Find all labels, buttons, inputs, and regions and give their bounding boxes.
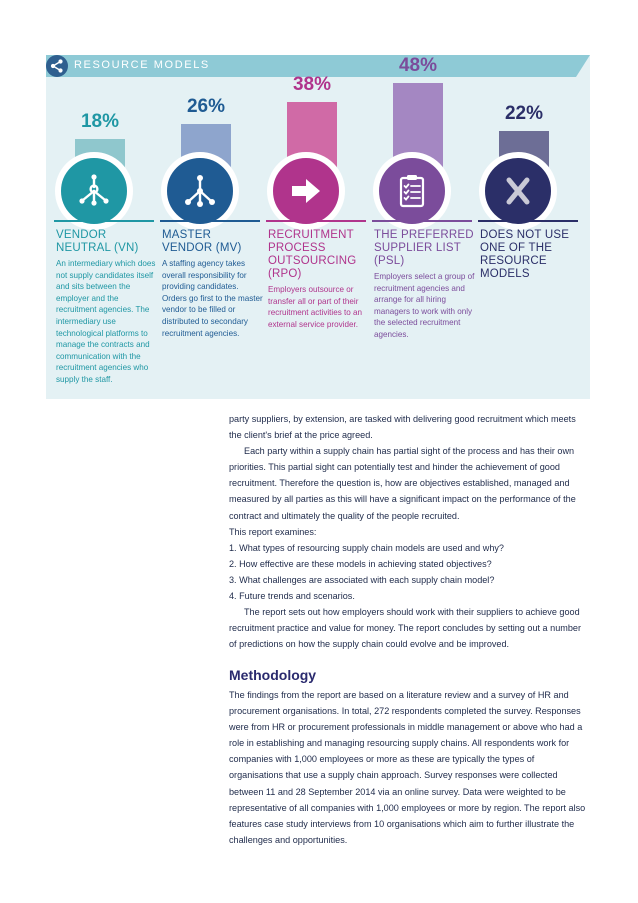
model-percent: 26% (186, 96, 226, 117)
model-icon-circle (55, 152, 133, 230)
intro-continuation: party suppliers, by extension, are tasked with delivering good recruitment which meets the client's brief at the price agreed. (229, 414, 576, 441)
intro-closing: The report sets out how employers should work with their suppliers to achieve good recruitment practice and value for money. The report concludes by setting out a number of predictions on how the supply chain could evolve and be improved. (229, 607, 581, 650)
resource-models-panel (46, 55, 590, 399)
methodology-text: The findings from the report are based on a literature review and a survey of HR and procurement organisations. In total, 272 respondents completed the survey. Responses were from HR or procurement professionals in middle management or above who had a role in establishing and managing resourcing supply chains. All respondents work for companies with 1,000 employees or more as these are typically the types of organisations that use a supply chain approach. Survey responses were collected between 11 and 28 September 2014 via an online survey. Data were weighted to be representative of all companies with 1,000 employees or more by region. The report also features case study interviews from 10 organisations which aim to further illustrate the challenges and opportunities. (229, 690, 586, 845)
model-icon-circle (373, 152, 451, 230)
network-hub-icon (74, 171, 114, 211)
model-label: THE PREFERRED SUPPLIER LIST (PSL) (374, 229, 474, 267)
model-rpo (262, 55, 362, 399)
list-item: 1. What types of resourcing supply chain models are used and why? (229, 542, 504, 553)
model-rule (54, 220, 154, 222)
clipboard-checklist-icon (392, 171, 432, 211)
methodology-section (229, 687, 589, 848)
model-rule (372, 220, 472, 222)
arrow-right-icon (286, 171, 326, 211)
intro-section (229, 411, 589, 652)
model-percent: 48% (398, 55, 438, 76)
cross-icon (498, 171, 538, 211)
model-label: VENDOR NEUTRAL (VN) (56, 229, 139, 254)
list-item: 3. What challenges are associated with each supply chain model? (229, 574, 495, 585)
methodology-heading: Methodology (229, 667, 317, 683)
model-vendor-neutral (50, 55, 156, 399)
intro-paragraph: Each party within a supply chain has partial sight of the process and has their own priorities. This partial sight can potentially test and hinder the achievement of good recruitment. Therefore the question is, how are objectives established, managed and measured by all parties as this will have a significant impact on the performance of the contract and ultimately the quality of the people recruited. (229, 446, 576, 521)
list-item: 4. Future trends and scenarios. (229, 591, 355, 602)
intro-examines: This report examines: (229, 526, 317, 537)
model-label: DOES NOT USE ONE OF THE RESOURCE MODELS (480, 229, 570, 280)
model-label: RECRUITMENT PROCESS OUTSOURCING (RPO) (268, 229, 357, 280)
tree-branch-icon (180, 171, 220, 211)
model-psl (368, 55, 475, 399)
model-master-vendor (156, 55, 263, 399)
panel-title: RESOURCE MODELS (74, 59, 210, 71)
model-icon-circle (479, 152, 557, 230)
model-none (474, 55, 574, 399)
model-label: MASTER VENDOR (MV) (162, 229, 242, 254)
model-description: An intermediary which does not supply candidates itself and sits between the employer and the recruitment agencies. The intermediary use technological platforms to manage the contracts and communication with the recruitment agencies who supply the staff. (56, 259, 156, 384)
model-rule (160, 220, 260, 222)
model-rule (478, 220, 578, 222)
model-icon-circle (267, 152, 345, 230)
model-icon-circle (161, 152, 239, 230)
model-percent: 18% (80, 111, 120, 132)
model-description: Employers outsource or transfer all or part of their recruitment activities to an external service provider. (268, 285, 363, 329)
model-percent: 38% (292, 74, 332, 95)
model-description: A staffing agency takes overall responsibility for providing candidates. Orders go first to the master vendor to be filled or distributed to secondary recruitment agencies. (162, 259, 263, 338)
model-rule (266, 220, 366, 222)
list-item: 2. How effective are these models in achieving stated objectives? (229, 558, 492, 569)
model-percent: 22% (504, 103, 544, 124)
model-description: Employers select a group of recruitment agencies and arrange for all hiring managers to work with only the selected recruitment agencies. (374, 272, 475, 339)
